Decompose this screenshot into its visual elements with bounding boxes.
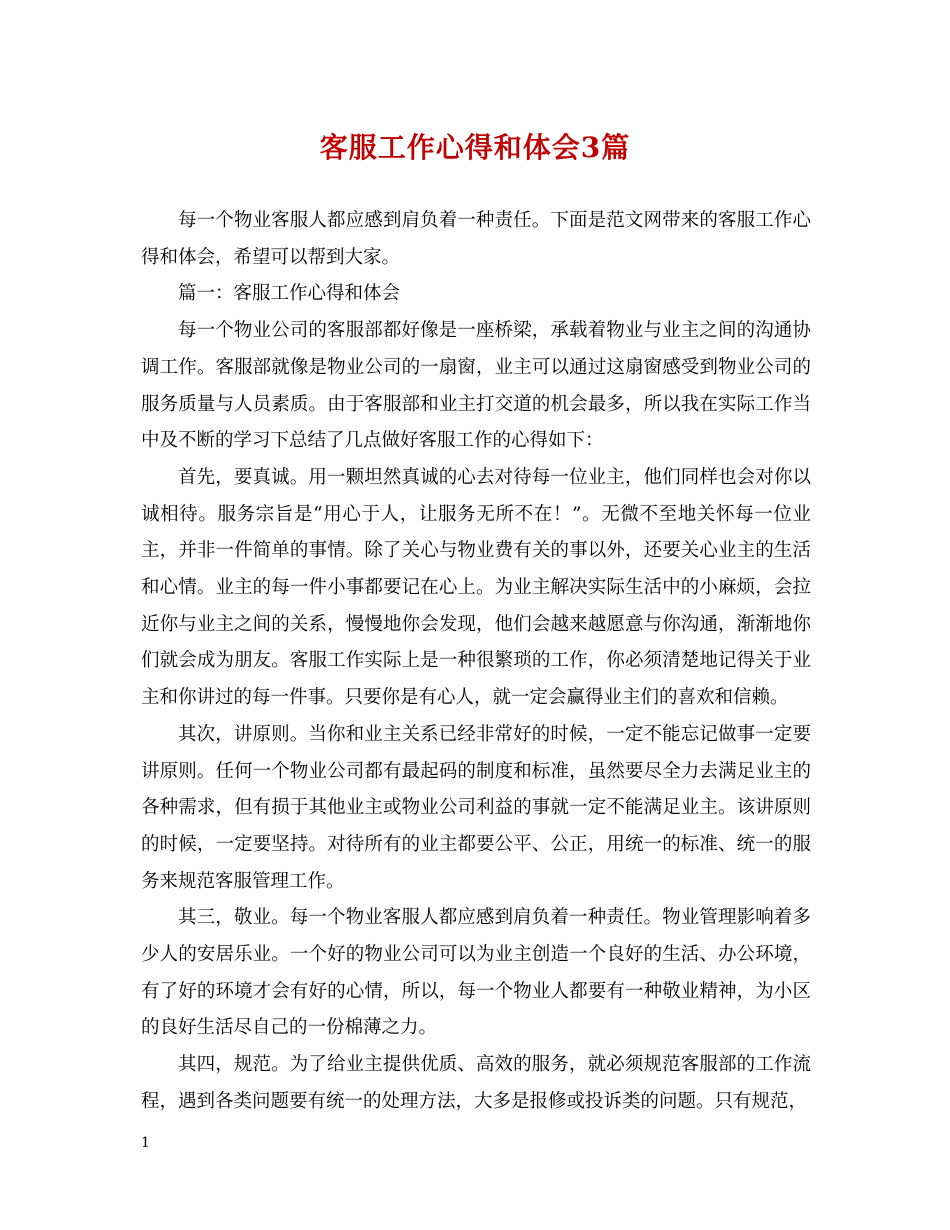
paragraph-standardization: 其四，规范。为了给业主提供优质、高效的服务，就必须规范客服部的工作流程，遇到各类问题要有统一的处理方法，大多是报修或投诉类的问题。只有规范， — [141, 1054, 811, 1112]
paragraph-dedication: 其三，敬业。每一个物业客服人都应感到肩负着一种责任。物业管理影响着多少人的安居乐业。一个好的物业公司可以为业主创造一个良好的生活、办公环境，有了好的环境才会有好的心情，所以，每一个物业人都要有一种敬业精神，为小区的良好生活尽自己的一份棉薄之力。 — [141, 907, 811, 1039]
page-number: 1 — [141, 1135, 150, 1151]
document-body — [141, 203, 811, 1121]
paragraph-principle: 其次，讲原则。当你和业主关系已经非常好的时候，一定不能忘记做事一定要讲原则。任何一个物业公司都有最起码的制度和标准，虽然要尽全力去满足业主的各种需求，但有损于其他业主或物业公司利益的事就一定不能满足业主。该讲原则的时候，一定要坚持。对待所有的业主都要公平、公正，用统一的标准、统一的服务来规范客服管理工作。 — [141, 723, 811, 892]
paragraph-intro: 每一个物业客服人都应感到肩负着一种责任。下面是范文网带来的客服工作心得和体会，希望可以帮到大家。 — [141, 210, 811, 268]
paragraph-bridge: 每一个物业公司的客服部都好像是一座桥梁，承载着物业与业主之间的沟通协调工作。客服部就像是物业公司的一扇窗，业主可以通过这扇窗感受到物业公司的服务质量与人员素质。由于客服部和业主打交道的机会最多，所以我在实际工作当中及不断的学习下总结了几点做好客服工作的心得如下： — [141, 320, 811, 452]
document-title: 客服工作心得和体会3篇 — [319, 131, 631, 164]
paragraph-sincerity: 首先，要真诚。用一颗坦然真诚的心去对待每一位业主，他们同样也会对你以诚相待。服务宗旨是“用心于人，让服务无所不在！”。无微不至地关怀每一位业主，并非一件简单的事情。除了关心与物业费有关的事以外，还要关心业主的生活和心情。业主的每一件小事都要记在心上。为业主解决实际生活中的小麻烦，会拉近你与业主之间的关系，慢慢地你会发现，他们会越来越愿意与你沟通，渐渐地你们就会成为朋友。客服工作实际上是一种很繁琐的工作，你必须清楚地记得关于业主和你讲过的每一件事。只要你是有心人，就一定会赢得业主们的喜欢和信赖。 — [141, 466, 811, 709]
paragraph-section-heading: 篇一：客服工作心得和体会 — [178, 283, 401, 305]
